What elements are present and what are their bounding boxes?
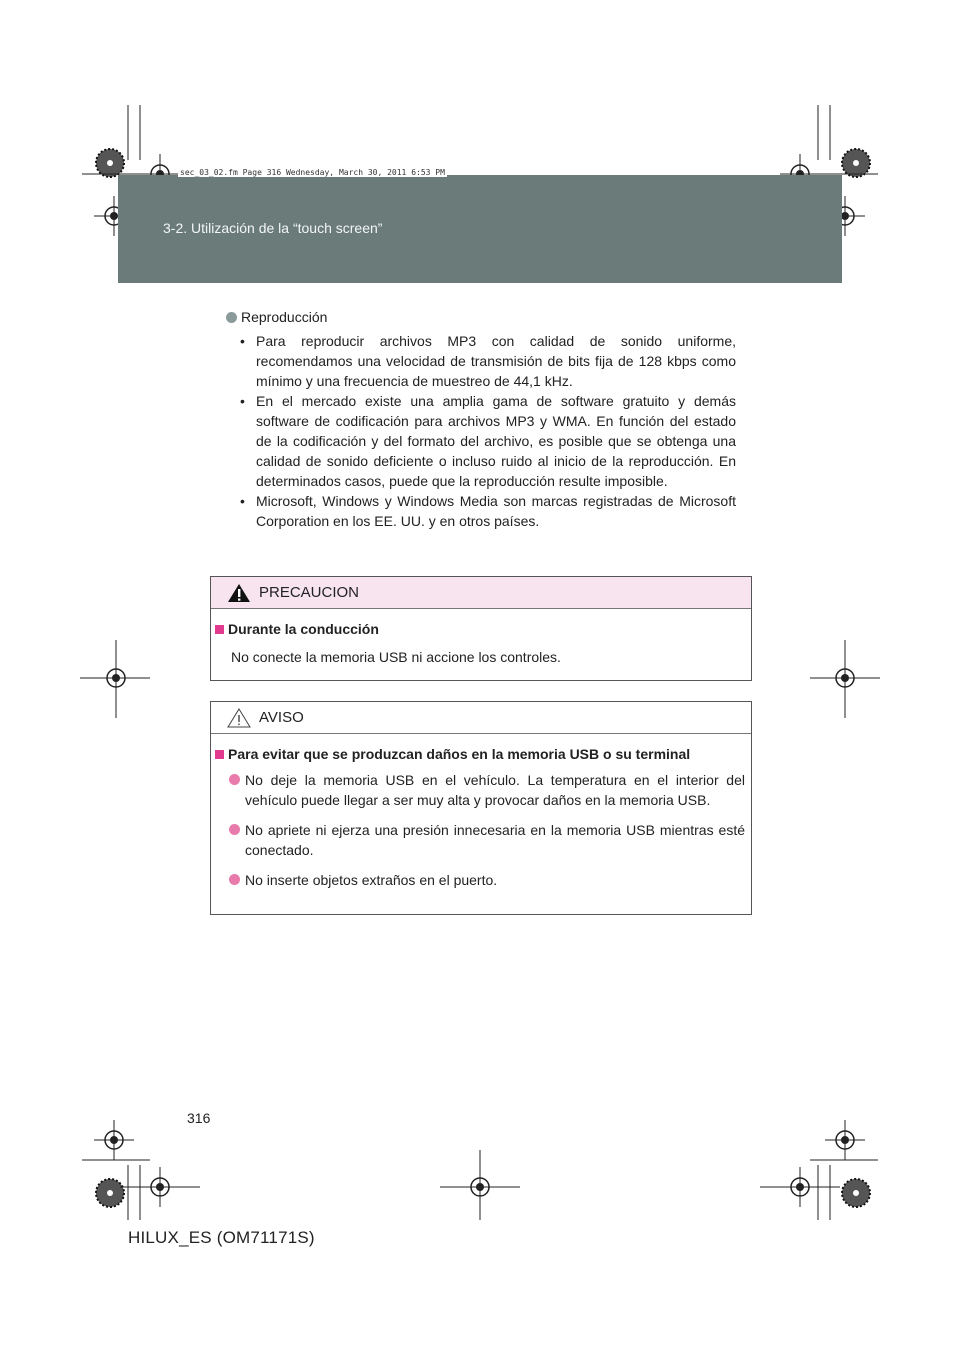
playback-list [240, 331, 736, 531]
bullet-dot-icon [229, 774, 240, 785]
playback-heading [226, 307, 736, 327]
notice-header [211, 702, 751, 734]
notice-item [229, 870, 745, 890]
caution-header [211, 577, 751, 609]
notice-item-text: No apriete ni ejerza una presión innecesaria en la memoria USB mientras esté conectado. [245, 822, 745, 858]
notice-label: AVISO [259, 709, 304, 726]
notice-box [210, 701, 752, 915]
notice-icon [227, 708, 251, 728]
warning-icon [227, 583, 251, 603]
notice-item-text: No deje la memoria USB en el vehículo. La temperatura en el interior del vehículo puede llegar a ser muy alta y provocar daños en la memoria USB. [245, 772, 745, 808]
list-item: • Para reproducir archivos MP3 con calidad de sonido uniforme, recomendamos una velocidad de transmisión de bits fija de 128 kbps como mínimo y una frecuencia de muestreo de 44,1 kHz. [240, 331, 736, 391]
bullet-dot-icon [229, 874, 240, 885]
notice-item-text: No inserte objetos extraños en el puerto. [245, 872, 498, 888]
square-bullet-icon [215, 750, 224, 759]
notice-subtitle: Para evitar que se produzcan daños en la memoria USB o su terminal [228, 746, 691, 762]
section-title: 3-2. Utilización de la “touch screen” [163, 220, 383, 236]
list-item: • Microsoft, Windows y Windows Media son marcas registradas de Microsoft Corporation en los EE. UU. y en otros países. [240, 491, 736, 531]
caution-text: No conecte la memoria USB ni accione los controles. [231, 649, 561, 665]
notice-subtitle-row [215, 744, 745, 764]
notice-item [229, 770, 745, 810]
caution-subtitle: Durante la conducción [228, 621, 379, 637]
bullet-dot-icon [226, 312, 237, 323]
print-stamp: sec_03_02.fm Page 316 Wednesday, March 30, 2011 6:53 PM [180, 168, 445, 177]
page-number: 316 [187, 1110, 211, 1126]
bullet-dot-icon [229, 824, 240, 835]
square-bullet-icon [215, 625, 224, 634]
caution-label: PRECAUCION [259, 584, 360, 601]
caution-subtitle-row [215, 619, 745, 639]
playback-title: Reproducción [241, 309, 328, 325]
notice-item [229, 820, 745, 860]
playback-section [226, 307, 736, 531]
footer-document-id: HILUX_ES (OM71171S) [128, 1228, 315, 1247]
list-item: • En el mercado existe una amplia gama de software gratuito y demás software de codificación para archivos MP3 y WMA. En función del estado de la codificación y del formato del archivo, es posible que se obtenga una calidad de sonido deficiente o incluso ruido al inicio de la reproducción. En determinados casos, puede que la reproducción resulte imposible. [240, 391, 736, 491]
caution-box [210, 576, 752, 681]
